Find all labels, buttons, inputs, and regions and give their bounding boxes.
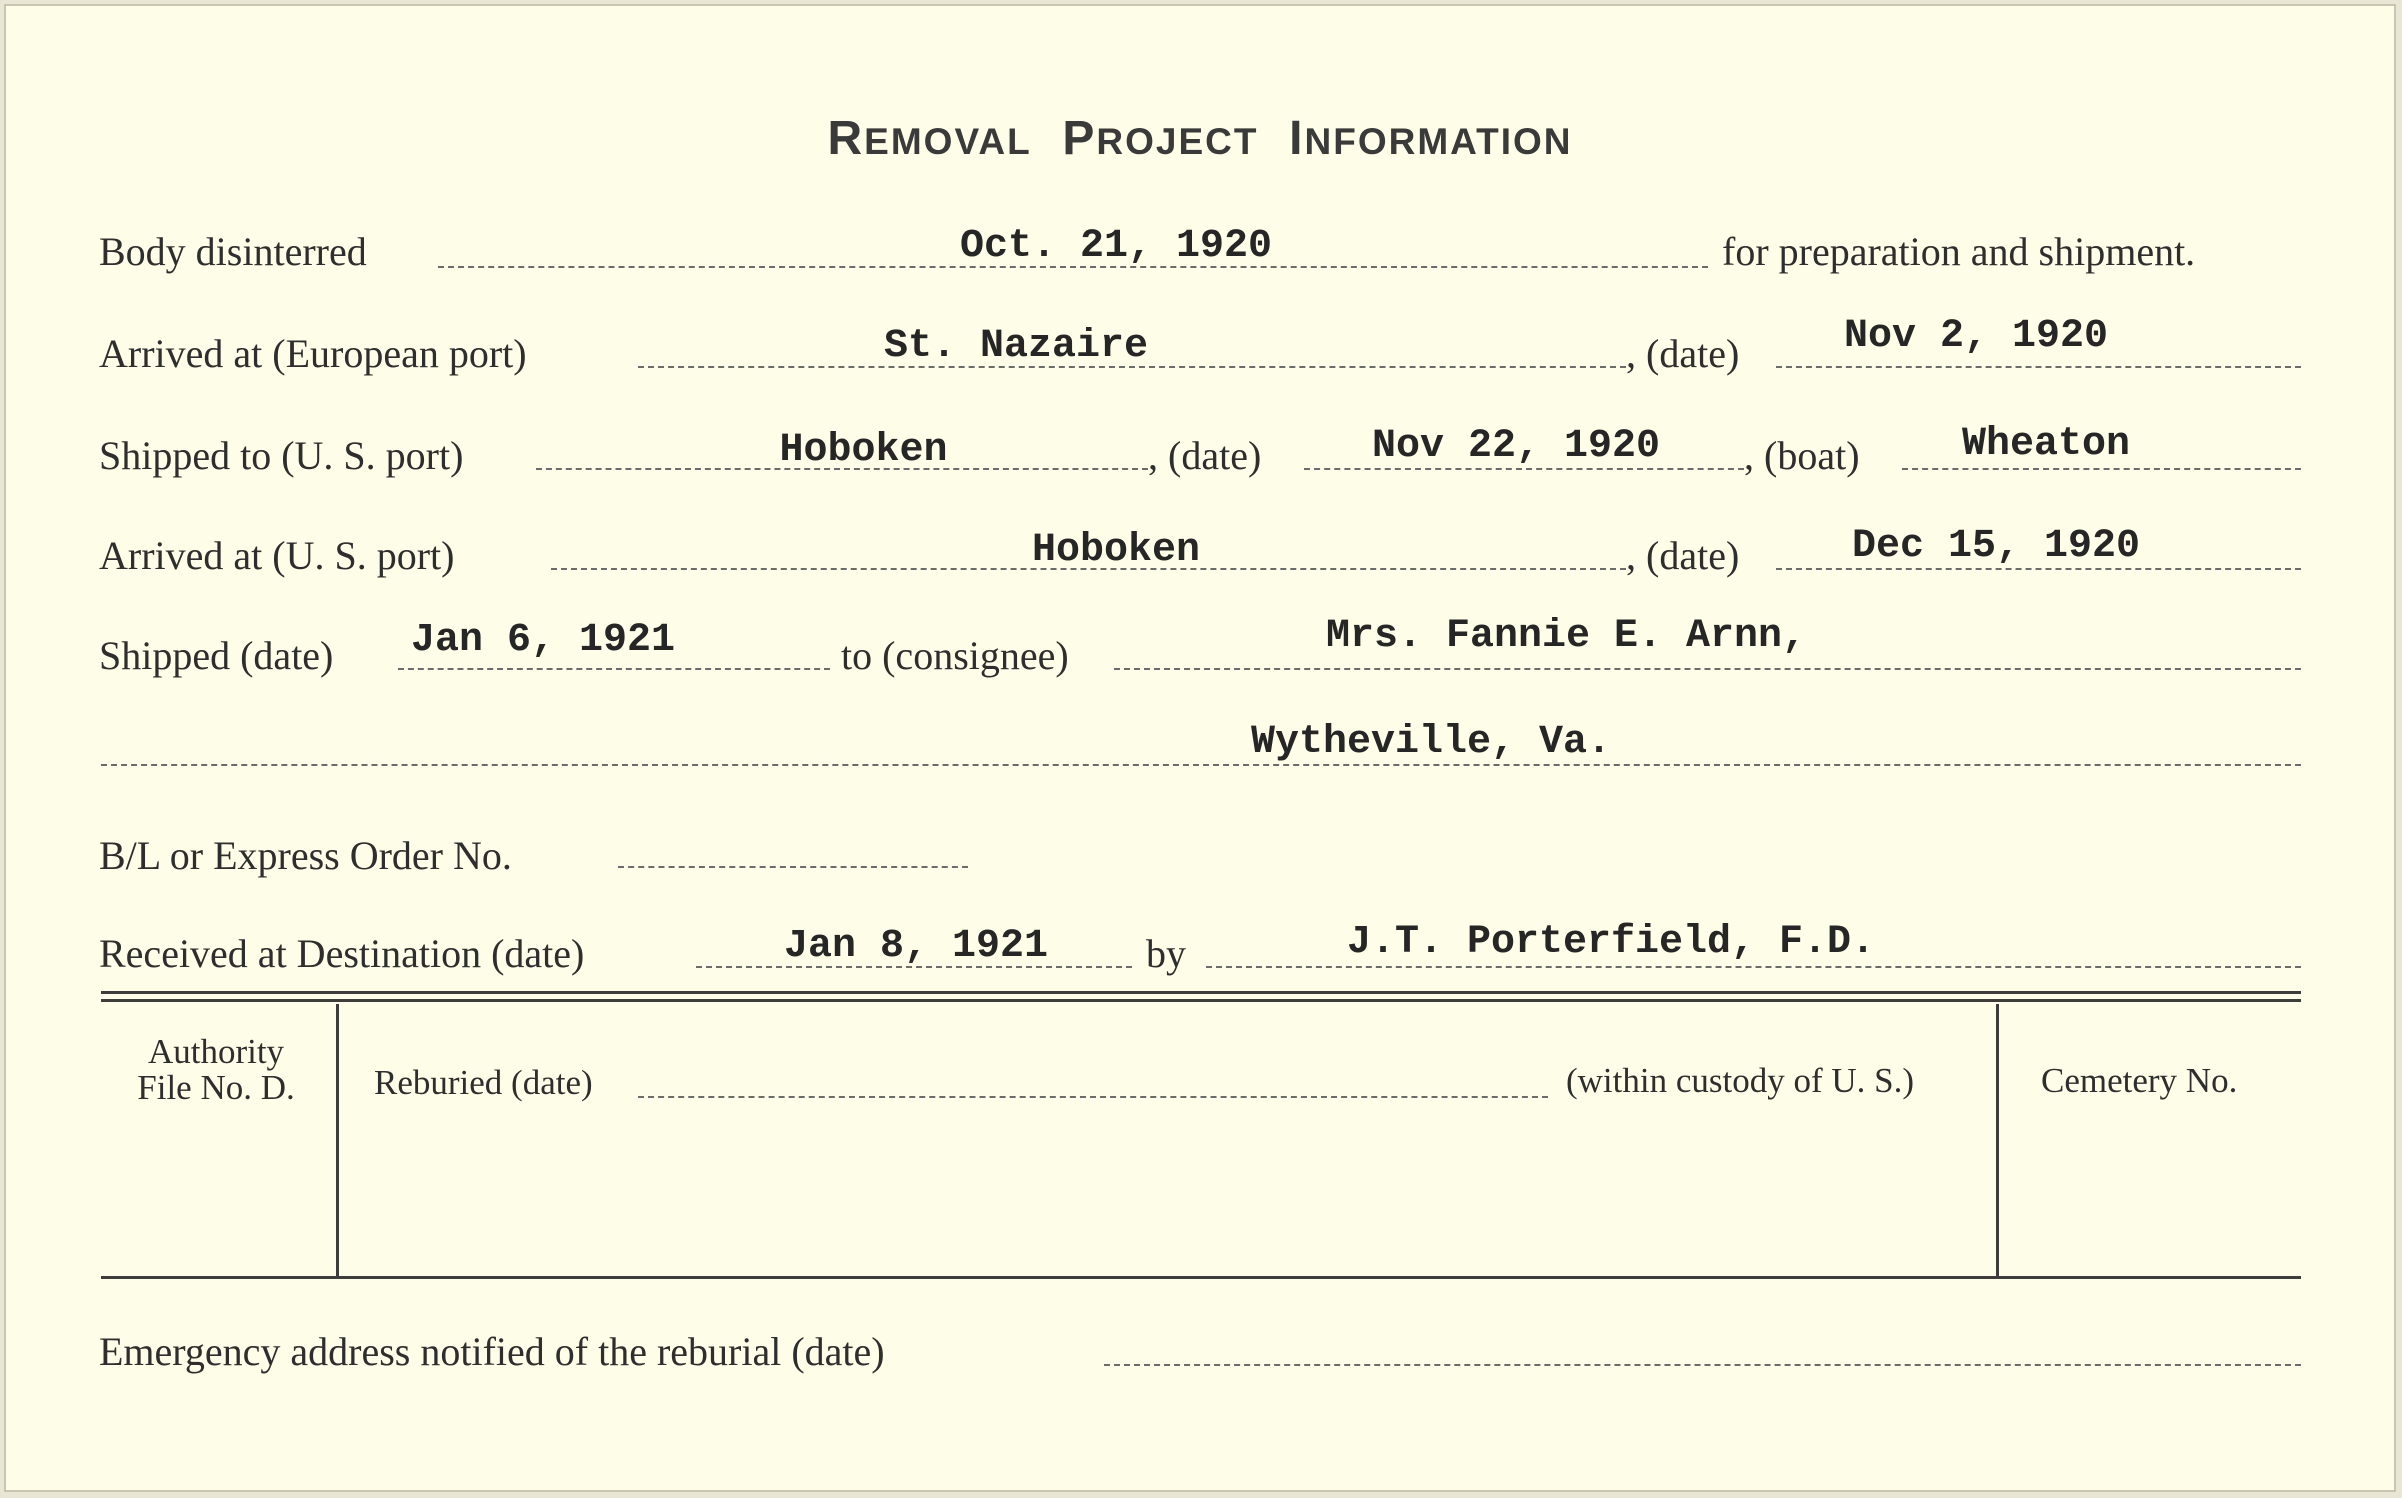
- column-divider-right: [1996, 1004, 1999, 1276]
- ship-date-value[interactable]: Nov 22, 1920: [1371, 424, 1661, 469]
- received-by-value[interactable]: J.T. Porterfield, F.D.: [1346, 920, 1876, 965]
- title-word-information: NFORMATION: [1304, 121, 1573, 162]
- european-port-value[interactable]: St. Nazaire: [883, 324, 1149, 369]
- title-initial-i: I: [1289, 112, 1305, 165]
- authority-line-1: Authority: [147, 1032, 285, 1071]
- received-by-label: by: [1146, 931, 1186, 976]
- arrival-date-label: , (date): [1626, 533, 1740, 578]
- shipped-us-port-label: Shipped to (U. S. port): [99, 433, 464, 478]
- shipped-date-line: [398, 668, 830, 670]
- reburied-date-label: Reburied (date): [374, 1063, 593, 1102]
- european-date-label: , (date): [1626, 331, 1740, 376]
- shipped-date-value[interactable]: Jan 6, 1921: [410, 618, 676, 663]
- ship-date-label: , (date): [1148, 433, 1262, 478]
- consignee-label: to (consignee): [841, 633, 1069, 678]
- emergency-address-line: [1104, 1364, 2301, 1366]
- consignee-address-value[interactable]: Wytheville, Va.: [1250, 720, 1612, 765]
- title-initial-r: R: [827, 112, 865, 165]
- title-initial-p: P: [1062, 112, 1097, 165]
- body-disinterred-label: Body disinterred: [99, 229, 367, 274]
- authority-file-label: [101, 1034, 331, 1106]
- received-by-line: [1206, 966, 2301, 968]
- section-rule-bottom: [101, 1276, 2301, 1279]
- bl-express-order-label: B/L or Express Order No.: [99, 833, 512, 878]
- page-title: [6, 111, 2394, 166]
- title-word-project: ROJECT: [1096, 121, 1259, 162]
- section-rule-top-1: [101, 991, 2301, 994]
- received-destination-label: Received at Destination (date): [99, 931, 585, 976]
- for-preparation-label: for preparation and shipment.: [1722, 229, 2196, 274]
- boat-label: , (boat): [1744, 433, 1860, 478]
- bl-express-order-line: [618, 866, 968, 868]
- arrival-date-value[interactable]: Dec 15, 1920: [1851, 524, 2141, 569]
- european-date-value[interactable]: Nov 2, 1920: [1843, 314, 2109, 359]
- arrived-us-port-label: Arrived at (U. S. port): [99, 533, 455, 578]
- european-date-line: [1776, 366, 2301, 368]
- consignee-address-line: [101, 764, 2301, 766]
- boat-line: [1902, 468, 2301, 470]
- authority-line-2: File No. D.: [137, 1068, 295, 1107]
- title-word-removal: EMOVAL: [864, 121, 1032, 162]
- consignee-line: [1114, 668, 2301, 670]
- received-date-value[interactable]: Jan 8, 1921: [783, 924, 1049, 969]
- arrived-european-port-label: Arrived at (European port): [99, 331, 527, 376]
- consignee-value[interactable]: Mrs. Fannie E. Arnn,: [1325, 614, 1807, 659]
- arrived-us-port-value[interactable]: Hoboken: [1031, 528, 1201, 573]
- boat-value[interactable]: Wheaton: [1961, 422, 2131, 467]
- emergency-address-label: Emergency address notified of the reburial (date): [99, 1329, 885, 1374]
- shipped-date-label: Shipped (date): [99, 633, 334, 678]
- reburied-date-line: [638, 1096, 1548, 1098]
- column-divider-left: [336, 1004, 339, 1276]
- body-disinterred-value[interactable]: Oct. 21, 1920: [959, 224, 1273, 269]
- custody-label: (within custody of U. S.): [1566, 1061, 1915, 1100]
- removal-project-card: [4, 4, 2396, 1492]
- cemetery-no-label: Cemetery No.: [2041, 1061, 2238, 1100]
- shipped-us-port-value[interactable]: Hoboken: [779, 428, 948, 473]
- section-rule-top-2: [101, 999, 2301, 1002]
